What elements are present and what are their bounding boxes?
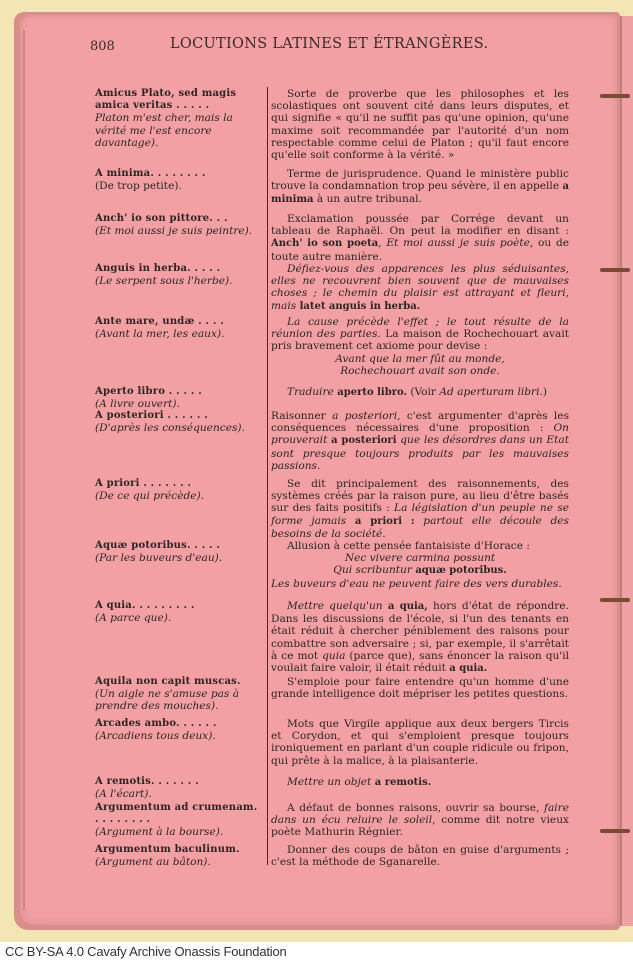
entry-translation: (De ce qui précède). xyxy=(95,490,205,503)
entry-definition xyxy=(271,213,569,263)
definition-text: A défaut de bonnes raisons, ouvrir sa bourse, xyxy=(287,802,545,814)
definition-text: à un autre tribunal. xyxy=(313,193,422,206)
entry-translation: (Un aigle ne s'amuse pas à prendre des mouches). xyxy=(95,688,240,713)
definition-italic: On prouverait xyxy=(271,422,569,447)
definition-italic: Ad aperturam libri. xyxy=(439,386,543,398)
entry-translation: (Argument à la bourse). xyxy=(95,826,224,839)
definition-term-bold: a minima xyxy=(271,181,569,206)
definition-term-bold: aquæ potoribus. xyxy=(415,565,507,577)
definition-text: , ou de toute autre manière. xyxy=(271,237,569,263)
definition-text: , xyxy=(378,237,387,250)
entry-definition xyxy=(271,386,569,399)
running-title: LOCUTIONS LATINES ET ÉTRANGÈRES. xyxy=(170,36,489,52)
definition-text: Se dit principalement des raisonnements, des systèmes créés par la raison pure, au lieu d'être basés sur des faits positifs : xyxy=(271,478,569,515)
verse-line: Avant que la mer fût au monde, xyxy=(335,352,505,365)
definition-italic: Et moi aussi je suis poète xyxy=(386,237,530,250)
entry-term: A posteriori . . . . . . xyxy=(95,410,208,421)
column-divider xyxy=(267,87,268,865)
entry-definition xyxy=(271,410,569,472)
entry-translation: (A l'écart). xyxy=(95,788,152,801)
definition-text: Raisonner xyxy=(271,410,333,422)
entry-term: Anguis in herba. . . . . xyxy=(95,263,221,274)
entry-definition: Mots que Virgile applique aux deux bergers Tircis et Corydon, et qui s'emploient presque toujours ironiquement en parlant d'un couple ridicule ou fripon, qui prête à la malice, à la plaisanterie. xyxy=(271,718,569,767)
entry-term: Arcades ambo. . . . . . xyxy=(95,718,217,729)
definition-text: (Voir xyxy=(406,386,440,398)
definition-italic: que les désordres dans un Etat sont presque toujours produits par les mauvaises passions. xyxy=(271,434,569,472)
verse-text: Qui scribuntur xyxy=(333,564,412,577)
entry-translation: (A livre ouvert). xyxy=(95,398,180,411)
entry-term: A minima. . . . . . . . xyxy=(95,168,206,179)
definition-term-bold: a priori : xyxy=(354,515,415,527)
entry-definition xyxy=(271,316,569,377)
definition-text: (parce que), sans énoncer la raison qu'il voulait faire valoir, il était réduit xyxy=(271,649,569,675)
verse-line: Rochechouart avait son onde. xyxy=(340,364,500,377)
page-header xyxy=(90,36,560,56)
entry-term: A priori . . . . . . . xyxy=(95,478,192,489)
entry-definition: Donner des coups de bâton en guise d'arguments ; c'est la méthode de Sganarelle. xyxy=(271,844,569,869)
page-number: 808 xyxy=(90,39,115,54)
entry-translation: (A parce que). xyxy=(95,612,172,625)
entry-translation: (D'après les conséquences). xyxy=(95,422,245,435)
entry-term: Anch' io son pittore. . . xyxy=(95,213,228,224)
entry-term: Aperto libro . . . . . xyxy=(95,386,202,397)
definition-term-bold: aperto libro. xyxy=(333,387,407,398)
staple-icon xyxy=(600,268,630,272)
entry-term: A remotis. . . . . . . xyxy=(95,776,199,787)
entry-translation: (Et moi aussi je suis peintre). xyxy=(95,225,253,238)
entry-definition: S'emploie pour faire entendre qu'un homme d'une grande intelligence doit mépriser les petites questions. xyxy=(271,676,569,701)
entry-term: Ante mare, undæ . . . . xyxy=(95,316,224,327)
definition-text: ) xyxy=(542,386,547,398)
license-caption: CC BY-SA 4.0 Cavafy Archive Onassis Foundation xyxy=(5,944,287,959)
definition-text: , comme dit notre vieux poète Mathurin Régnier. xyxy=(271,814,569,839)
staple-icon xyxy=(600,94,630,98)
definition-term-bold: Anch' io son poeta xyxy=(271,238,379,250)
entry-term: A quia. . . . . . . . . xyxy=(95,600,195,611)
verse-line xyxy=(271,564,569,577)
definition-italic: a posteriori xyxy=(332,410,398,422)
definition-term-bold: latet anguis in herba. xyxy=(299,300,421,312)
definition-italic: Mettre un objet xyxy=(287,776,372,788)
definition-text: hors d'état de répondre. Dans les discussions de l'école, si l'un des tenants en était réduit à chercher péniblement des raisons pour combattre son adversaire ; si, par exemple, il s'arrêtait à ce mot xyxy=(271,600,569,662)
verse-translation: Les buveurs d'eau ne peuvent faire des vers durables. xyxy=(271,577,562,590)
entry-definition xyxy=(271,168,569,207)
verse-line: Nec vivere carmina possunt xyxy=(344,552,496,565)
entry-definition xyxy=(271,600,569,675)
entry-term: Aquila non capit muscas. xyxy=(95,676,241,687)
definition-italic: Mettre quelqu'un xyxy=(287,600,383,612)
entry-translation: (Arcadiens tous deux). xyxy=(95,730,216,743)
entry-definition xyxy=(271,263,569,313)
entry-definition xyxy=(271,478,569,540)
definition-text: Allusion à cette pensée fantaisiste d'Horace : xyxy=(287,540,530,552)
definition-term-bold: a quia. xyxy=(449,663,488,675)
definition-italic: faire dans un écu reluire le soleil xyxy=(271,802,569,827)
definition-italic: Traduire xyxy=(287,386,334,398)
entry-definition: Sorte de proverbe que les philosophes et les scolastiques ont souvent cité dans leurs disputes, et qui signifie « qu'il ne suffit pas qu'une opinion, qu'une maxime soit recommandée par l'autorité d'un nom respectable comme celui de Platon ; qu'il faut encore qu'elle soit conforme à la vérité. » xyxy=(271,88,569,162)
definition-text: , c'est argumenter d'après les conséquences nécessaires d'une proposition : xyxy=(271,410,570,435)
entry-translation: (Avant la mer, les eaux). xyxy=(95,328,225,341)
page-fold-line xyxy=(23,30,25,910)
definition-italic: partout elle découle des besoins de la société. xyxy=(271,514,569,540)
entry-translation: Platon m'est cher, mais la vérité me l'est encore davantage). xyxy=(95,112,233,149)
definition-term-bold: a posteriori xyxy=(331,435,397,447)
entry-definition xyxy=(271,776,569,789)
entry-translation: (Argument au bâton). xyxy=(95,856,211,869)
staple-icon xyxy=(600,598,630,602)
entry-term: Aquæ potoribus. . . . . xyxy=(95,540,221,551)
entry-definition xyxy=(271,540,569,590)
definition-text: Exclamation poussée par Corrége devant un tableau de Raphaël. On peut la modifier en disant : xyxy=(271,213,569,238)
entry-term: Argumentum ad crumenam. . . . . . . . . xyxy=(95,802,258,826)
entry-translation: (Le serpent sous l'herbe). xyxy=(95,275,233,288)
definition-text: La maison de Rochechouart avait pris bravement cet axiome pour devise : xyxy=(271,328,569,353)
definition-italic: La cause précède l'effet ; le tout résulte de la réunion des parties. xyxy=(271,316,569,341)
entry-translation: (De trop petite). xyxy=(95,180,182,193)
definition-italic: La législation d'un peuple ne se forme jamais xyxy=(271,502,569,527)
definition-term-bold: a remotis. xyxy=(371,777,432,788)
entry-term: Amicus Plato, sed magis amica veritas . . . . . xyxy=(95,88,237,112)
entry-definition xyxy=(271,802,569,839)
entry-term: Argumentum baculinum. xyxy=(95,844,240,855)
book-spine xyxy=(620,16,633,926)
definition-term-bold: a quia, xyxy=(382,601,428,612)
definition-italic: Défiez-vous des apparences les plus séduisantes, elles ne recouvrent bien souvent que de mauvaises choses ; le chemin du plaisir est attrayant et fleuri, mais xyxy=(271,263,569,312)
definition-italic: quia xyxy=(322,649,346,662)
staple-icon xyxy=(600,829,630,833)
definition-text: Terme de jurisprudence. Quand le ministère public trouve la condamnation trop peu sévère, il en appelle xyxy=(271,168,569,193)
entry-translation: (Par les buveurs d'eau). xyxy=(95,552,223,565)
